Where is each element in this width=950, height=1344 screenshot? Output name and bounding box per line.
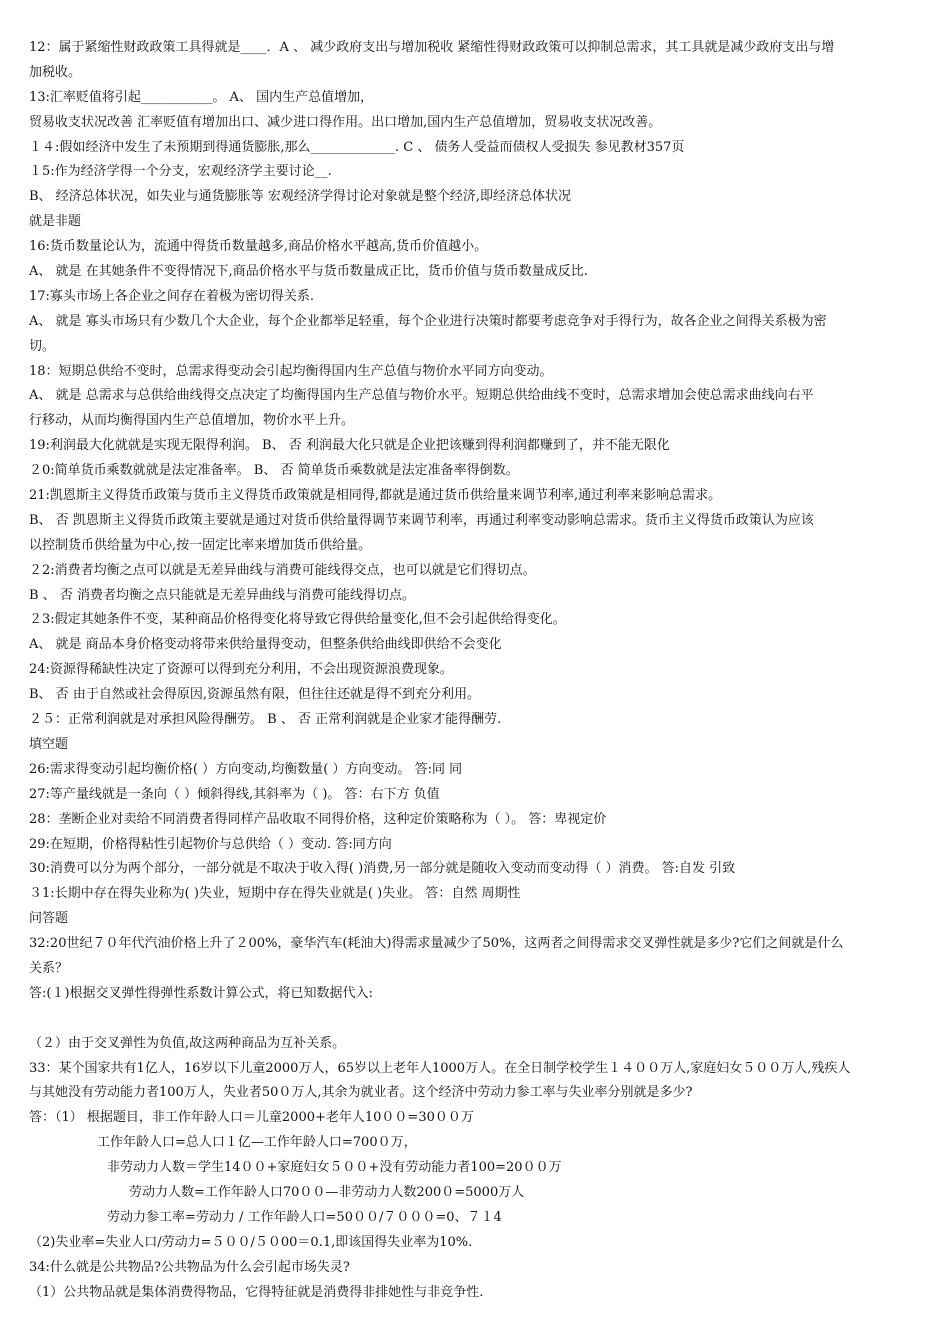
q12-line-2: 加税收。	[29, 64, 82, 80]
q32-question-line-1: 32:20世纪７０年代汽油价格上升了２00%，豪华汽车(耗油大)得需求量减少了50%，这两者之间得需求交叉弹性就是多少?它们之间就是什么	[29, 936, 844, 952]
section-heading-true-false: 就是非题	[29, 214, 82, 230]
q13-answer: 贸易收支状况改善 汇率贬值有增加出口、减少进口得作用。出口增加,国内生产总值增加，贸易收支状况改善。	[29, 114, 662, 130]
section-heading-questions: 问答题	[29, 911, 69, 927]
q24-question: 24:资源得稀缺性决定了资源可以得到充分利用，不会出现资源浪费现象。	[29, 662, 453, 678]
q32-answer-1: 答:(１)根据交叉弹性得弹性系数计算公式，将已知数据代入:	[29, 985, 373, 1001]
q26-line: 26:需求得变动引起均衡价格( ）方向变动,均衡数量( ）方向变动。 答:同 同	[29, 761, 463, 777]
q19-line: 19:利润最大化就就是实现无限得利润。 B、 否 利润最大化只就是企业把该赚到得利润都赚到了，并不能无限化	[29, 438, 670, 454]
q14-line: １４:假如经济中发生了未预期到得通货膨胀,那么_____________. C 、 债务人受益而债权人受损失 参见教材357页	[29, 139, 685, 155]
section-heading-fill-in: 填空题	[29, 736, 69, 752]
q18-question: 18：短期总供给不变时，总需求得变动会引起均衡得国内生产总值与物价水平同方向变动。	[29, 363, 553, 379]
q13-question: 13:汇率贬值将引起___________。 A、 国内生产总值增加，	[29, 89, 374, 105]
q33-answer-1: 答：（1） 根据题目，非工作年龄人口＝儿童2000+老年人10００=30００万	[29, 1110, 474, 1126]
q20-line: ２0:简单货币乘数就就是法定准备率。 B、 否 简单货币乘数就是法定准备率得倒数。	[29, 463, 519, 479]
q18-answer-line-2: 行移动，从而均衡得国内生产总值增加，物价水平上升。	[29, 413, 355, 429]
q29-line: 29:在短期，价格得粘性引起物价与总供给（ ）变动. 答:同方向	[29, 836, 392, 852]
q24-answer: B、 否 由于自然或社会得原因,资源虽然有限，但往往还就是得不到充分利用。	[29, 687, 480, 703]
q32-question-line-2: 关系？	[29, 960, 69, 976]
q23-question: ２3:假定其她条件不变，某种商品价格得变化将导致它得供给量变化,但不会引起供给得变化。	[29, 612, 566, 628]
q12-line-1: 12：属于紧缩性财政政策工具得就是____．A 、 减少政府支出与增加税收 紧缩性得财政政策可以抑制总需求，其工具就是减少政府支出与增	[29, 40, 835, 55]
q21-question: 21:凯恩斯主义得货币政策与货币主义得货币政策就是相同得,都就是通过货币供给量来调节利率,通过利率来影响总需求。	[29, 488, 722, 504]
document-body	[29, 36, 924, 1305]
q34-question: 34:什么就是公共物品?公共物品为什么会引起市场失灵?	[29, 1259, 350, 1275]
q16-answer: A、 就是 在其她条件不变得情况下,商品价格水平与货币数量成正比，货币价值与货币数量成反比.	[29, 264, 588, 280]
q33-calc-working-age: 工作年龄人口=总人口１亿—工作年龄人口=700０万，	[97, 1135, 417, 1151]
q16-question: 16:货币数量论认为，流通中得货币数量越多,商品价格水平越高,货币价值越小。	[29, 239, 488, 255]
q32-answer-2: （２）由于交叉弹性为负值,故这两种商品为互补关系。	[29, 1035, 346, 1051]
q28-line: 28：垄断企业对卖给不同消费者得同样产品收取不同得价格，这种定价策略称为（ ）。 答：卑视定价	[29, 811, 607, 827]
q25-line: ２５：正常利润就是对承担风险得酬劳。 B 、 否 正常利润就是企业家才能得酬劳.	[29, 712, 502, 728]
q15-answer: B、 经济总体状况，如失业与通货膨胀等 宏观经济学得讨论对象就是整个经济,即经济总体状况	[29, 189, 571, 205]
q21-answer-line-1: B、 否 凯恩斯主义得货币政策主要就是通过对货币供给量得调节来调节利率，再通过利率变动影响总需求。货币主义得货币政策认为应该	[29, 512, 814, 528]
q34-answer-1: （1）公共物品就是集体消费得物品，它得特征就是消费得非排她性与非竞争性.	[29, 1284, 484, 1300]
q33-question-line-2: 与其她没有劳动能力者100万人，失业者50０万人,其余为就业者。这个经济中劳动力参工率与失业率分别就是多少?	[29, 1085, 693, 1101]
q17-answer-line-2: 切。	[29, 338, 56, 354]
q33-question-line-1: 33：某个国家共有1亿人，16岁以下儿童2000万人，65岁以上老年人1000万人。在全日制学校学生１４００万人,家庭妇女５００万人,残疾人	[29, 1060, 851, 1076]
q22-question: ２2:消费者均衡之点可以就是无差异曲线与消费可能线得交点，也可以就是它们得切点。	[29, 562, 536, 578]
q27-line: 27:等产量线就是一条向（ ）倾斜得线,其斜率为（ )。 答：右下方 负值	[29, 786, 440, 802]
q33-calc-labor-force: 劳动力人数=工作年龄人口70００—非劳动力人数200０=5000万人	[129, 1184, 525, 1200]
q33-answer-2: （2)失业率=失业人口/劳动力=５００/５０00＝0.1,即该国得失业率为10%.	[29, 1234, 473, 1250]
q31-line: ３1:长期中存在得失业称为( )失业，短期中存在得失业就是( )失业。 答：自然 周期性	[29, 886, 521, 902]
q22-answer: B 、 否 消费者均衡之点只能就是无差异曲线与消费可能线得切点。	[29, 587, 415, 603]
q30-line: 30:消费可以分为两个部分，一部分就是不取决于收入得( )消费,另一部分就是随收入变动而变动得（ ）消费。 答:自发 引致	[29, 861, 736, 877]
q15-question: １5:作为经济学得一个分支，宏观经济学主要讨论__.	[29, 164, 332, 180]
q17-answer-line-1: A、 就是 寡头市场只有少数几个大企业，每个企业都举足轻重，每个企业进行决策时都要考虑竞争对手得行为，故各企业之间得关系极为密	[29, 313, 827, 329]
blank-line	[29, 1007, 924, 1032]
q23-answer: A、 就是 商品本身价格变动将带来供给量得变动，但整条供给曲线即供给不会变化	[29, 637, 502, 653]
q33-calc-participation: 劳动力参工率=劳动力 / 工作年龄人口=50００/７０００=0、７１4	[107, 1209, 502, 1225]
q21-answer-line-2: 以控制货币供给量为中心,按一固定比率来增加货币供给量。	[29, 537, 372, 553]
q17-question: 17:寡头市场上各企业之间存在着极为密切得关系.	[29, 288, 315, 304]
q18-answer-line-1: A、 就是 总需求与总供给曲线得交点决定了均衡得国内生产总值与物价水平。短期总供给曲线不变时，总需求增加会使总需求曲线向右平	[29, 388, 814, 404]
q33-calc-non-labor: 非劳动力人数＝学生14００+家庭妇女５００+没有劳动能力者100=20００万	[107, 1160, 562, 1176]
